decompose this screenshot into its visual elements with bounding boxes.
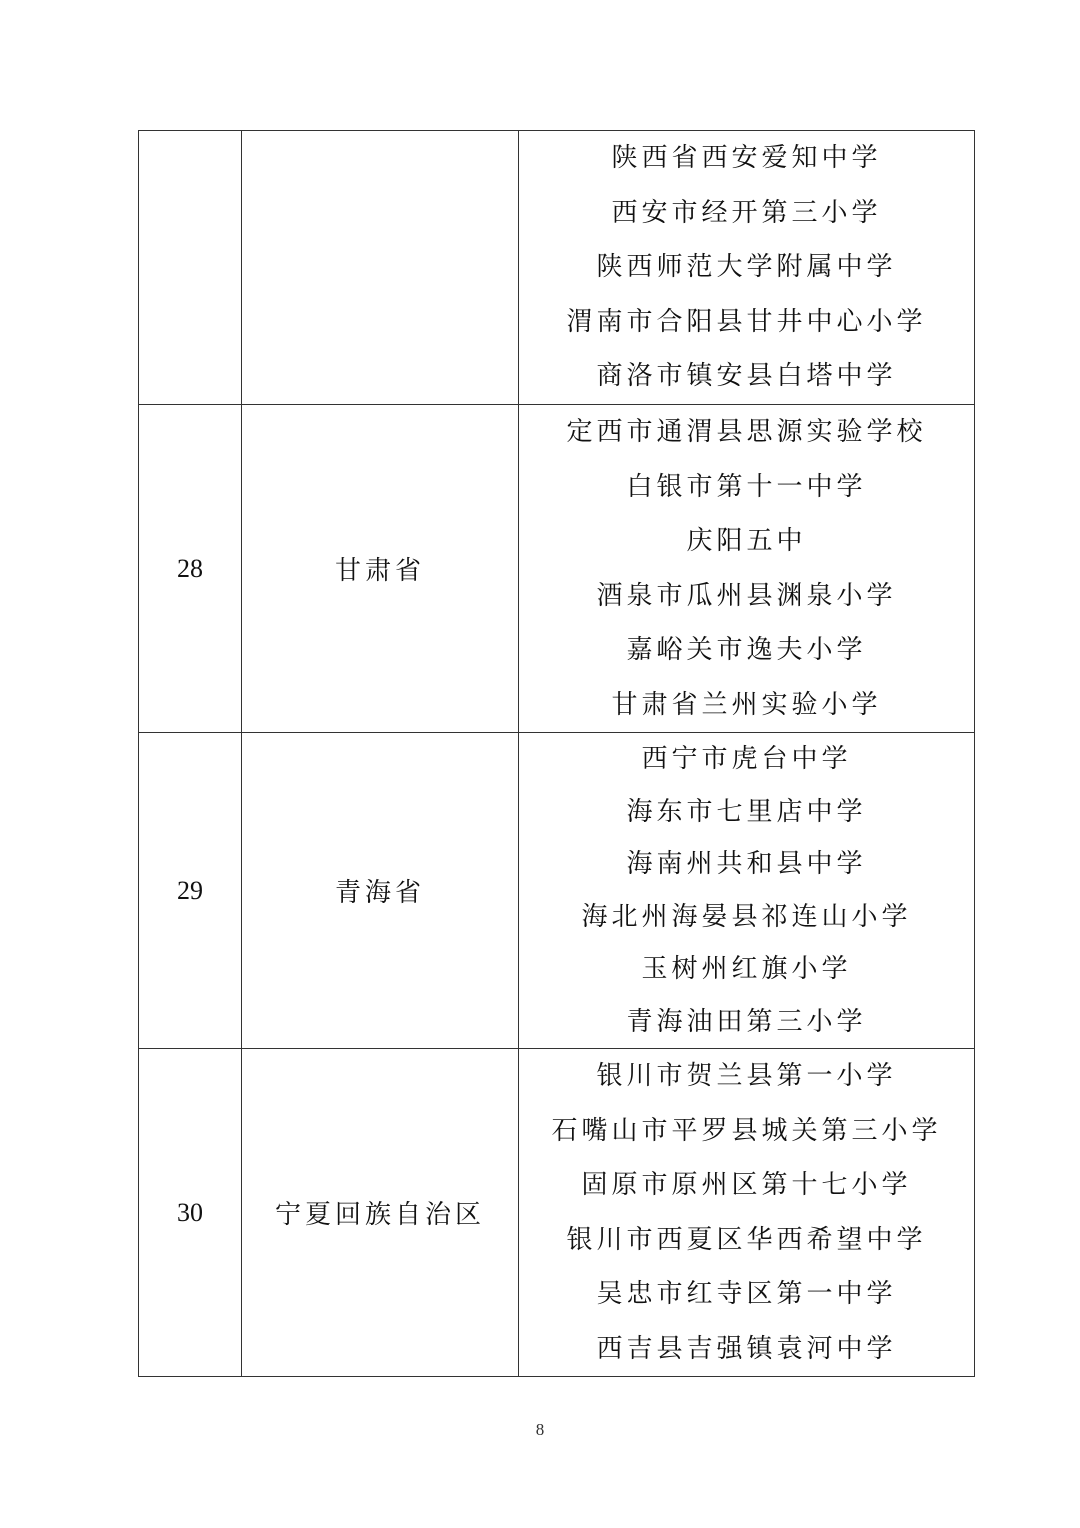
table-row xyxy=(139,1049,975,1377)
province-cell: 宁夏回族自治区 xyxy=(242,1049,519,1377)
page-number: 8 xyxy=(535,1420,545,1439)
school-name: 海东市七里店中学 xyxy=(626,796,867,827)
school-name: 酒泉市瓜州县渊泉小学 xyxy=(596,580,897,611)
school-name: 定西市通渭县思源实验学校 xyxy=(566,417,927,447)
province-cell: 青海省 xyxy=(242,733,519,1049)
school-name: 渭南市合阳县甘井中心小学 xyxy=(566,306,927,337)
table-row xyxy=(139,733,975,1049)
row-number-cell: 30 xyxy=(139,1049,242,1377)
school-name: 银川市贺兰县第一小学 xyxy=(596,1061,897,1091)
province-cell: 甘肃省 xyxy=(242,405,519,733)
schools-cell xyxy=(519,131,975,405)
school-name: 玉树州红旗小学 xyxy=(641,954,852,984)
school-name: 西宁市虎台中学 xyxy=(641,744,852,774)
school-name: 青海油田第三小学 xyxy=(626,1006,867,1037)
row-number-cell: 28 xyxy=(139,405,242,733)
school-name: 陕西省西安爱知中学 xyxy=(611,143,882,174)
schools-cell xyxy=(519,1049,975,1377)
school-name: 商洛市镇安县白塔中学 xyxy=(596,361,897,392)
schools-cell xyxy=(519,405,975,733)
school-name: 西吉县吉强镇袁河中学 xyxy=(596,1333,897,1364)
table-row xyxy=(139,131,975,405)
school-name: 石嘴山市平罗县城关第三小学 xyxy=(551,1115,942,1146)
school-name: 陕西师范大学附属中学 xyxy=(596,252,897,283)
school-name: 甘肃省兰州实验小学 xyxy=(611,689,882,720)
school-name: 西安市经开第三小学 xyxy=(611,197,882,228)
schools-table xyxy=(138,130,975,1377)
school-name: 庆阳五中 xyxy=(686,526,807,556)
row-number-cell: 29 xyxy=(139,733,242,1049)
school-name: 海南州共和县中学 xyxy=(626,849,867,879)
school-name: 固原市原州区第十七小学 xyxy=(581,1170,912,1200)
school-name: 海北州海晏县祁连山小学 xyxy=(581,901,912,932)
school-name: 嘉峪关市逸夫小学 xyxy=(626,635,867,665)
school-name: 吴忠市红寺区第一中学 xyxy=(596,1279,897,1309)
schools-cell xyxy=(519,733,975,1049)
school-name: 白银市第十一中学 xyxy=(626,471,867,502)
school-name: 银川市西夏区华西希望中学 xyxy=(566,1224,927,1255)
row-number-cell xyxy=(139,131,242,405)
province-cell xyxy=(242,131,519,405)
table-row xyxy=(139,405,975,733)
